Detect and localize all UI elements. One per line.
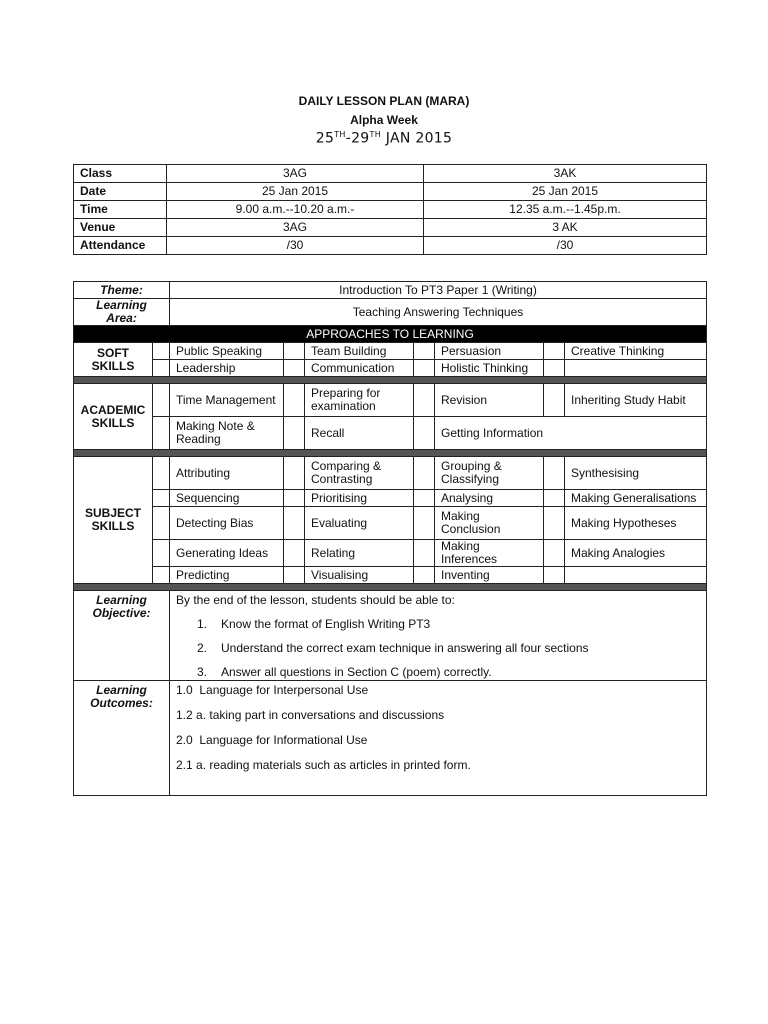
checkbox-cell[interactable] (284, 343, 305, 360)
checkbox-cell[interactable] (153, 507, 170, 540)
cell-3ak: /30 (424, 237, 707, 255)
learning-outcomes-row (74, 681, 707, 796)
cell-3ak: 12.35 a.m.--1.45p.m. (424, 201, 707, 219)
date-month-year: JAN 2015 (381, 130, 453, 147)
learning-area-row (74, 299, 707, 326)
table-row (74, 219, 707, 237)
skill-cell: Getting Information (435, 417, 707, 450)
table-row (74, 201, 707, 219)
checkbox-cell[interactable] (284, 360, 305, 377)
skill-cell: Holistic Thinking (435, 360, 544, 377)
skill-cell (565, 567, 707, 584)
skill-cell: Making Conclusion (435, 507, 544, 540)
learning-objective-content (170, 591, 707, 681)
date-start-suffix: TH (334, 130, 346, 139)
learning-objective-row (74, 591, 707, 681)
checkbox-cell[interactable] (284, 507, 305, 540)
cell-3ak: 25 Jan 2015 (424, 183, 707, 201)
table-row (74, 237, 707, 255)
section-separator (74, 377, 707, 384)
checkbox-cell[interactable] (284, 540, 305, 567)
skill-cell: Revision (435, 384, 544, 417)
approaches-bar (74, 326, 707, 343)
outcomes-list (176, 684, 700, 772)
skill-cell: Inheriting Study Habit (565, 384, 707, 417)
learning-outcomes-label (74, 681, 170, 796)
list-text: Understand the correct exam technique in answering all four sections (221, 641, 589, 655)
cell-3ag: 25 Jan 2015 (167, 183, 424, 201)
checkbox-cell[interactable] (153, 540, 170, 567)
list-number: 1. (197, 617, 208, 631)
checkbox-cell[interactable] (284, 457, 305, 490)
skill-cell: Making Inferences (435, 540, 544, 567)
table-row (74, 490, 707, 507)
cell-3ag: 9.00 a.m.--10.20 a.m.- (167, 201, 424, 219)
row-label: Attendance (74, 237, 167, 255)
row-label: Time (74, 201, 167, 219)
table-row (74, 540, 707, 567)
checkbox-cell[interactable] (414, 490, 435, 507)
learning-area-label: Learning Area: (74, 299, 170, 326)
date-start: 25 (315, 130, 335, 147)
checkbox-cell[interactable] (153, 417, 170, 450)
learning-area-value: Teaching Answering Techniques (170, 299, 707, 326)
checkbox-cell[interactable] (284, 417, 305, 450)
row-label: Venue (74, 219, 167, 237)
skill-cell: Leadership (170, 360, 284, 377)
learning-objective-label (74, 591, 170, 681)
skill-cell: Communication (305, 360, 414, 377)
list-item: 2.0 Language for Informational Use (176, 733, 368, 747)
cell-3ag: 3AG (167, 165, 424, 183)
academic-skills-label (74, 384, 153, 450)
checkbox-cell[interactable] (153, 343, 170, 360)
table-row (74, 384, 707, 417)
table-row (74, 165, 707, 183)
checkbox-cell[interactable] (544, 384, 565, 417)
list-text: Answer all questions in Section C (poem) correctly. (221, 665, 492, 679)
table-row (74, 567, 707, 584)
skill-cell: Making Analogies (565, 540, 707, 567)
subject-skills-label (74, 457, 153, 584)
skill-cell: Comparing & Contrasting (305, 457, 414, 490)
checkbox-cell[interactable] (414, 540, 435, 567)
checkbox-cell[interactable] (414, 384, 435, 417)
skill-cell: Recall (305, 417, 414, 450)
table-row (74, 457, 707, 490)
date-end: -29 (345, 130, 370, 147)
date-range (0, 130, 768, 147)
list-item (176, 618, 700, 631)
checkbox-cell[interactable] (544, 343, 565, 360)
skill-cell: Sequencing (170, 490, 284, 507)
checkbox-cell[interactable] (414, 567, 435, 584)
skill-cell: Visualising (305, 567, 414, 584)
learning-outcomes-label-line2: Outcomes: (90, 696, 153, 710)
subject-skills-label-line1: SUBJECT (84, 506, 141, 520)
approaches-title: APPROACHES TO LEARNING (74, 326, 707, 343)
list-number: 3. (197, 665, 208, 679)
table-row (74, 417, 707, 450)
skill-cell: Time Management (170, 384, 284, 417)
checkbox-cell[interactable] (544, 507, 565, 540)
skill-cell: Generating Ideas (170, 540, 284, 567)
skill-cell: Detecting Bias (170, 507, 284, 540)
skill-cell: Preparing for examination (305, 384, 414, 417)
theme-value: Introduction To PT3 Paper 1 (Writing) (170, 282, 707, 299)
soft-skills-label-line2: SKILLS (91, 358, 135, 373)
checkbox-cell[interactable] (153, 384, 170, 417)
table-row (74, 343, 707, 360)
checkbox-cell[interactable] (284, 384, 305, 417)
skill-cell: Inventing (435, 567, 544, 584)
skill-cell (565, 360, 707, 377)
row-label: Date (74, 183, 167, 201)
subject-skills-label-line2: SKILLS (91, 519, 135, 533)
list-item: 1.0 Language for Interpersonal Use (176, 683, 369, 697)
objective-intro: By the end of the lesson, students should be able to: (176, 593, 455, 607)
skill-cell: Making Generalisations (565, 490, 707, 507)
list-item (176, 642, 700, 655)
soft-skills-label (74, 343, 153, 377)
cell-3ag: /30 (167, 237, 424, 255)
checkbox-cell[interactable] (284, 490, 305, 507)
document-title: DAILY LESSON PLAN (MARA) (298, 94, 470, 108)
theme-row (74, 282, 707, 299)
skill-cell: Persuasion (435, 343, 544, 360)
checkbox-cell[interactable] (544, 490, 565, 507)
separator-bar (74, 584, 707, 591)
cell-3ak: 3 AK (424, 219, 707, 237)
soft-skills-label-line1: SOFT (97, 345, 129, 360)
checkbox-cell[interactable] (153, 360, 170, 377)
skill-cell: Creative Thinking (565, 343, 707, 360)
checkbox-cell[interactable] (284, 567, 305, 584)
learning-outcomes-content (170, 681, 707, 796)
checkbox-cell[interactable] (414, 343, 435, 360)
row-label: Class (74, 165, 167, 183)
skill-cell: Making Note & Reading (170, 417, 284, 450)
checkbox-cell[interactable] (414, 457, 435, 490)
learning-objective-label-line1: Learning (96, 593, 147, 607)
date-end-suffix: TH (369, 130, 382, 139)
checkbox-cell[interactable] (153, 457, 170, 490)
skill-cell: Public Speaking (170, 343, 284, 360)
list-item: 1.2 a. taking part in conversations and discussions (176, 708, 445, 722)
objective-list (176, 618, 700, 679)
skill-cell: Making Hypotheses (565, 507, 707, 540)
lesson-plan-table (73, 281, 707, 796)
skill-cell: Predicting (170, 567, 284, 584)
academic-skills-label-line1: ACADEMIC (80, 402, 146, 417)
list-item (176, 666, 700, 679)
section-separator (74, 584, 707, 591)
checkbox-cell[interactable] (544, 457, 565, 490)
week-label: Alpha Week (350, 113, 418, 127)
cell-3ak: 3AK (424, 165, 707, 183)
theme-label: Theme: (74, 282, 170, 299)
checkbox-cell[interactable] (414, 507, 435, 540)
section-separator (74, 450, 707, 457)
list-text: Know the format of English Writing PT3 (221, 617, 431, 631)
skill-cell: Relating (305, 540, 414, 567)
skill-cell: Grouping & Classifying (435, 457, 544, 490)
list-item: 2.1 a. reading materials such as articles in printed form. (176, 758, 471, 772)
checkbox-cell[interactable] (544, 567, 565, 584)
checkbox-cell[interactable] (153, 567, 170, 584)
table-row (74, 360, 707, 377)
table-row (74, 183, 707, 201)
learning-objective-label-line2: Objective: (92, 606, 151, 620)
checkbox-cell[interactable] (544, 360, 565, 377)
separator-bar (74, 377, 707, 384)
skill-cell: Synthesising (565, 457, 707, 490)
separator-bar (74, 450, 707, 457)
checkbox-cell[interactable] (153, 490, 170, 507)
table-row (74, 507, 707, 540)
class-info-table (73, 164, 707, 255)
academic-skills-label-line2: SKILLS (91, 415, 135, 430)
list-number: 2. (197, 641, 208, 655)
checkbox-cell[interactable] (414, 417, 435, 450)
learning-outcomes-label-line1: Learning (96, 683, 147, 697)
skill-cell: Prioritising (305, 490, 414, 507)
checkbox-cell[interactable] (544, 540, 565, 567)
cell-3ag: 3AG (167, 219, 424, 237)
skill-cell: Analysing (435, 490, 544, 507)
skill-cell: Evaluating (305, 507, 414, 540)
skill-cell: Attributing (170, 457, 284, 490)
checkbox-cell[interactable] (414, 360, 435, 377)
skill-cell: Team Building (305, 343, 414, 360)
